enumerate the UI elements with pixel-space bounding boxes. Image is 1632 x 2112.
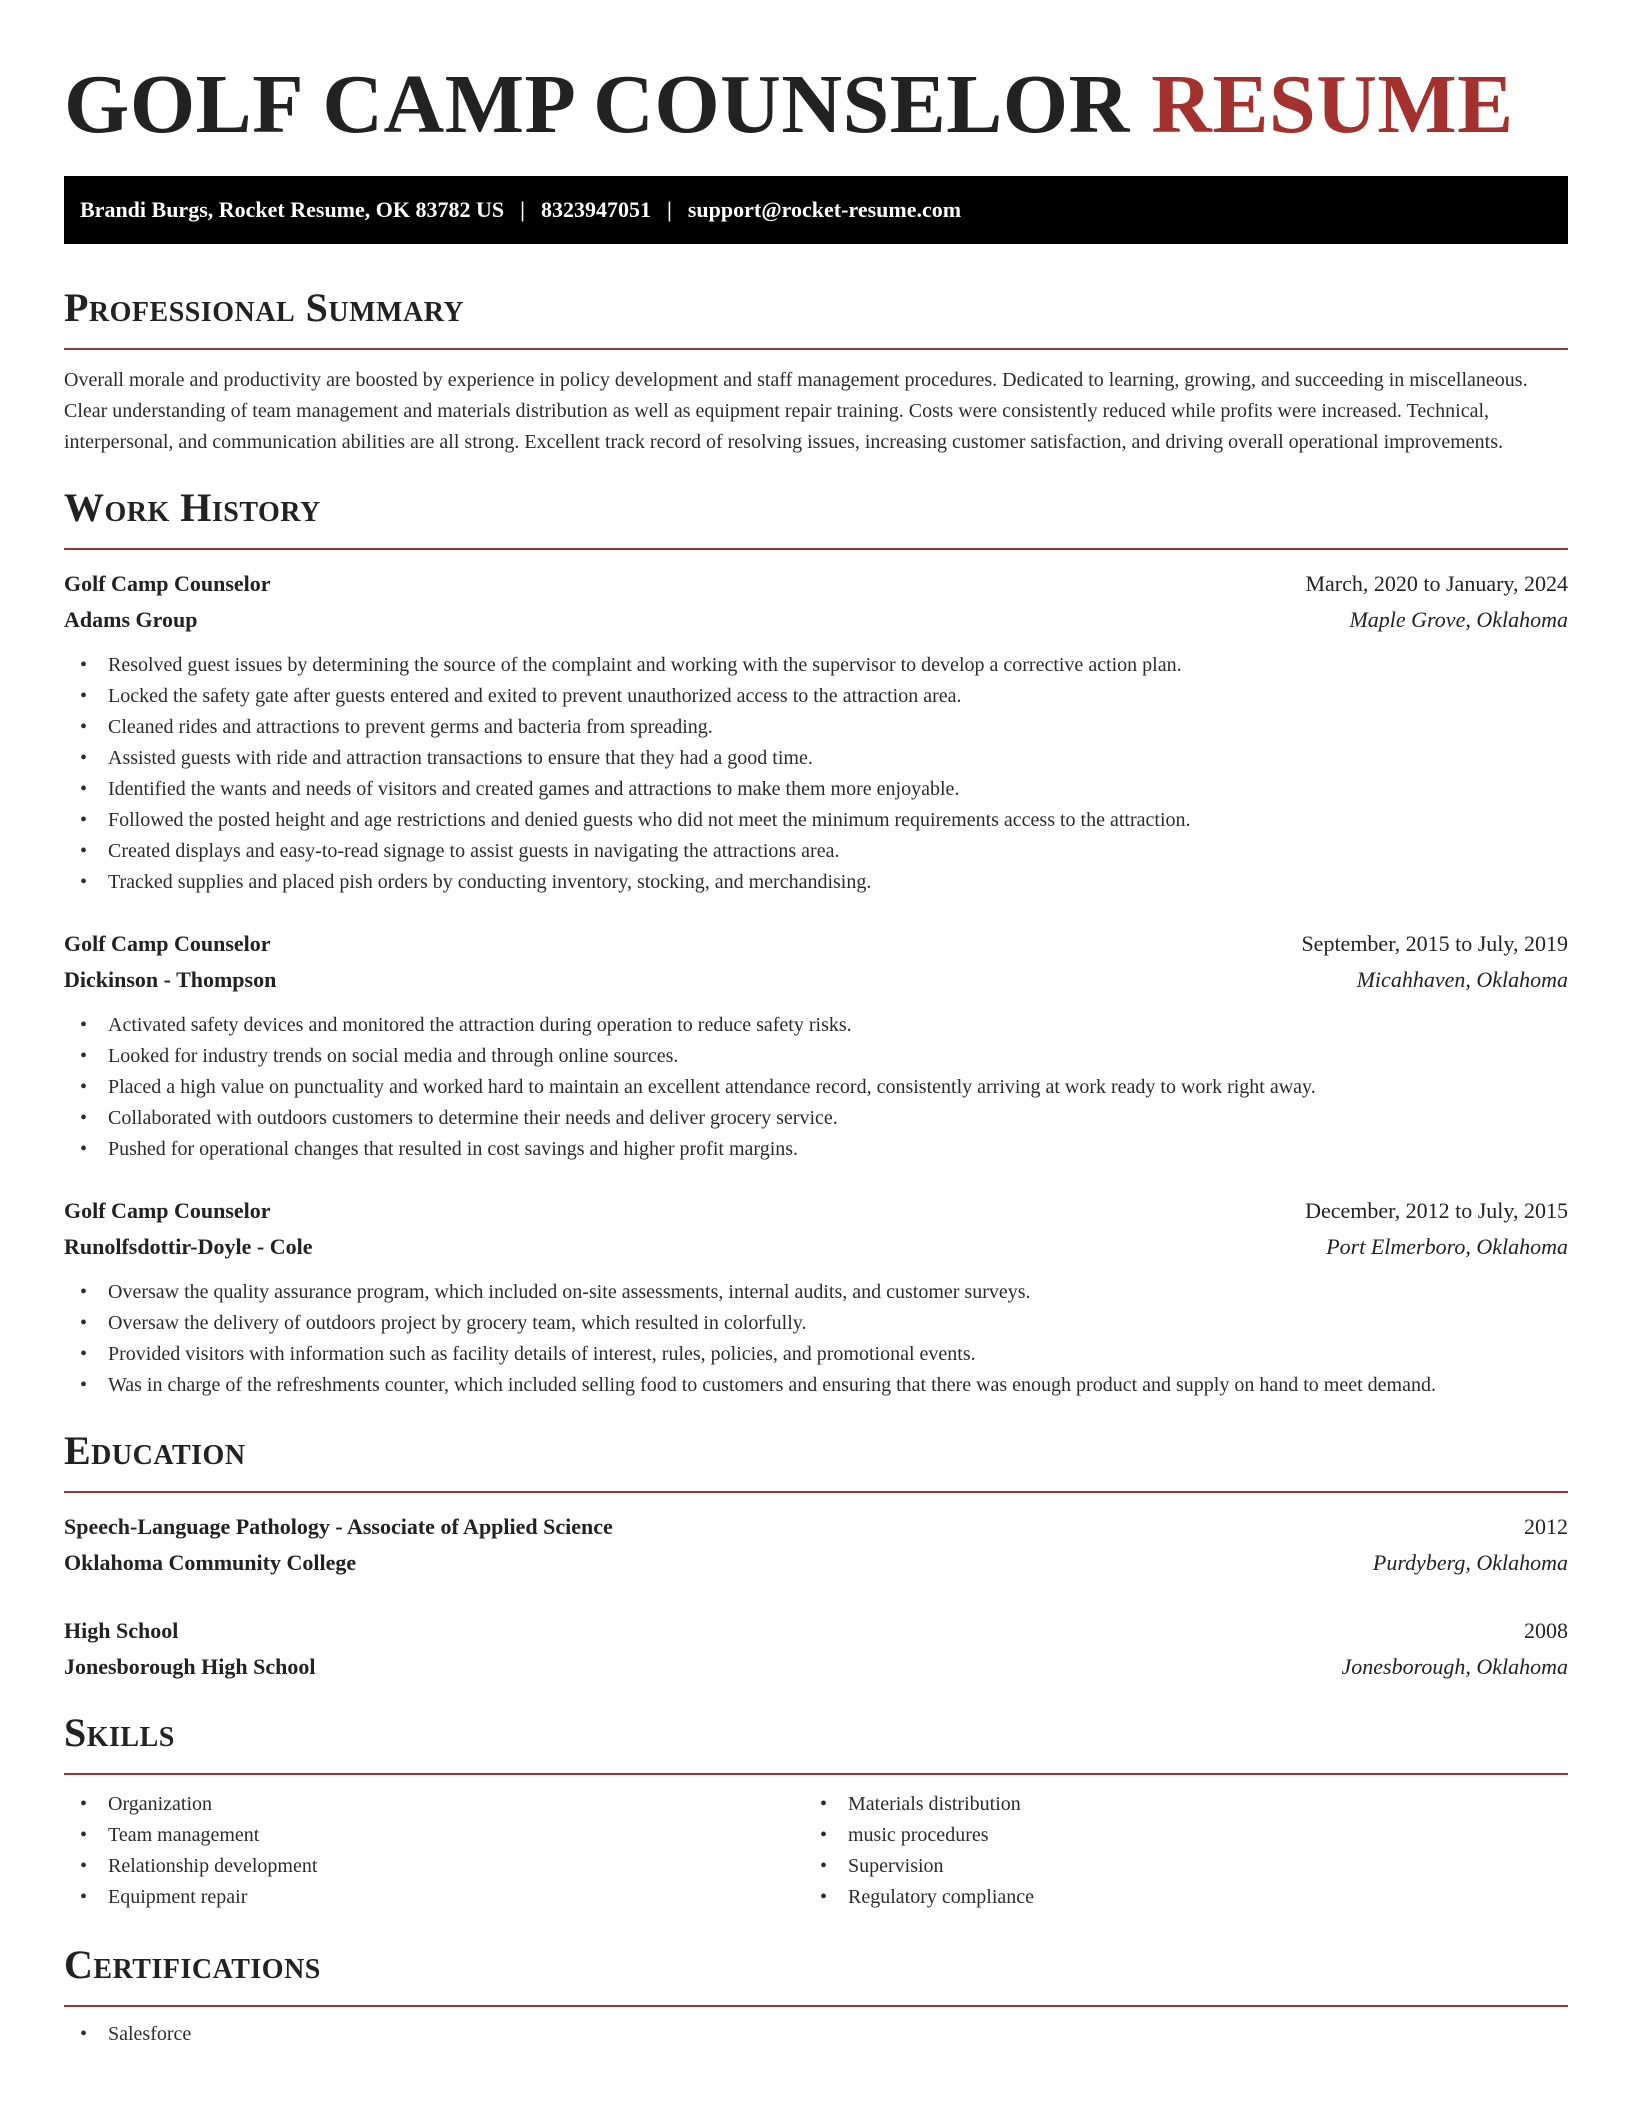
job-title: Golf Camp Counselor	[64, 1198, 271, 1223]
skill-item: • Materials distribution	[804, 1789, 1544, 1820]
skill-item: • Equipment repair	[64, 1882, 804, 1913]
degree-row	[64, 1613, 1568, 1649]
duty-item: • Collaborated with outdoors customers to determine their needs and deliver grocery service.	[64, 1103, 1568, 1134]
contact-phone: 8323947051	[540, 197, 651, 222]
job-title-row	[64, 566, 1568, 602]
certifications-list	[64, 2019, 1568, 2050]
duty-item: • Locked the safety gate after guests entered and exited to prevent unauthorized access to the attraction area.	[64, 681, 1568, 712]
skill-item: • Relationship development	[64, 1851, 804, 1882]
job-entry	[64, 566, 1568, 898]
job-duties	[64, 650, 1568, 898]
duty-item: • Followed the posted height and age restrictions and denied guests who did not meet the minimum requirements access to the attraction.	[64, 805, 1568, 836]
job-company: Adams Group	[64, 607, 198, 632]
duty-item: • Looked for industry trends on social media and through online sources.	[64, 1041, 1568, 1072]
title-main: GOLF CAMP COUNSELOR	[64, 58, 1130, 151]
degree-year: 2012	[1524, 1514, 1568, 1539]
title-accent: RESUME	[1151, 58, 1514, 151]
degree-year: 2008	[1524, 1618, 1568, 1643]
job-dates: September, 2015 to July, 2019	[1301, 931, 1568, 956]
skill-item: • Supervision	[804, 1851, 1544, 1882]
school-name: Oklahoma Community College	[64, 1550, 357, 1575]
job-duties	[64, 1010, 1568, 1165]
degree-row	[64, 1509, 1568, 1545]
education-heading: Education	[64, 1428, 246, 1473]
job-company-row	[64, 962, 1568, 998]
school-row	[64, 1545, 1568, 1581]
education-entry	[64, 1613, 1568, 1685]
resume-page	[64, 0, 1568, 2050]
duty-item: • Activated safety devices and monitored the attraction during operation to reduce safety risks.	[64, 1010, 1568, 1041]
school-location: Purdyberg, Oklahoma	[1372, 1550, 1568, 1575]
certifications-rule	[64, 2005, 1568, 2007]
job-dates: March, 2020 to January, 2024	[1305, 571, 1568, 596]
skills-column-right	[804, 1789, 1544, 1913]
contact-address: Brandi Burgs, Rocket Resume, OK 83782 US	[80, 197, 505, 222]
job-entry	[64, 926, 1568, 1165]
skills-grid	[64, 1789, 1568, 1913]
contact-separator: |	[666, 197, 672, 222]
degree-name: Speech-Language Pathology - Associate of Applied Science	[64, 1514, 613, 1539]
skill-item: • Organization	[64, 1789, 804, 1820]
duty-item: • Created displays and easy-to-read signage to assist guests in navigating the attractions area.	[64, 836, 1568, 867]
job-company: Runolfsdottir-Doyle - Cole	[64, 1234, 313, 1259]
job-title: Golf Camp Counselor	[64, 931, 271, 956]
skills-list	[804, 1789, 1544, 1913]
job-company-row	[64, 602, 1568, 638]
contact-bar	[64, 176, 1568, 244]
summary-text: Overall morale and productivity are boosted by experience in policy development and staff management procedures. Dedicated to learning, growing, and succeeding in miscellaneous. Clear understanding of team management and materials distribution as well as equipment repair training. Costs were consistently reduced while profits were increased. Technical, interpersonal, and communication abilities are all strong. Excellent track record of resolving issues, increasing customer satisfaction, and driving overall operational improvements.	[64, 369, 1528, 453]
duty-item: • Cleaned rides and attractions to prevent germs and bacteria from spreading.	[64, 712, 1568, 743]
education-rule	[64, 1491, 1568, 1493]
certifications-heading: Certifications	[64, 1942, 321, 1987]
contact-separator: |	[520, 197, 525, 222]
duty-item: • Pushed for operational changes that resulted in cost savings and higher profit margins.	[64, 1134, 1568, 1165]
school-row	[64, 1649, 1568, 1685]
job-duties	[64, 1277, 1568, 1401]
work-heading: Work History	[64, 485, 321, 530]
school-location: Jonesborough, Oklahoma	[1341, 1654, 1568, 1679]
certification-item: • Salesforce	[64, 2019, 1568, 2050]
job-company: Dickinson - Thompson	[64, 967, 277, 992]
duty-item: • Placed a high value on punctuality and worked hard to maintain an excellent attendance record, consistently arriving at work ready to work right away.	[64, 1072, 1568, 1103]
contact-email: support@rocket-resume.com	[687, 197, 962, 222]
summary-rule	[64, 348, 1568, 350]
summary-heading: Professional Summary	[64, 285, 465, 330]
skills-list	[64, 1789, 804, 1913]
education-entry	[64, 1509, 1568, 1581]
skill-item: • music procedures	[804, 1820, 1544, 1851]
degree-name: High School	[64, 1618, 179, 1643]
duty-item: • Tracked supplies and placed pish orders by conducting inventory, stocking, and merchandising.	[64, 867, 1568, 898]
duty-item: • Resolved guest issues by determining the source of the complaint and working with the supervisor to develop a corrective action plan.	[64, 650, 1568, 681]
duty-item: • Assisted guests with ride and attraction transactions to ensure that they had a good time.	[64, 743, 1568, 774]
job-title: Golf Camp Counselor	[64, 571, 271, 596]
skills-rule	[64, 1773, 1568, 1775]
job-company-row	[64, 1229, 1568, 1265]
resume-title	[64, 0, 1568, 156]
duty-item: • Oversaw the quality assurance program, which included on-site assessments, internal audits, and customer surveys.	[64, 1277, 1568, 1308]
duty-item: • Oversaw the delivery of outdoors project by grocery team, which resulted in colorfully.	[64, 1308, 1568, 1339]
skill-item: • Team management	[64, 1820, 804, 1851]
job-title-row	[64, 1193, 1568, 1229]
skill-item: • Regulatory compliance	[804, 1882, 1544, 1913]
job-title-row	[64, 926, 1568, 962]
school-name: Jonesborough High School	[64, 1654, 316, 1679]
skills-column-left	[64, 1789, 804, 1913]
duty-item: • Identified the wants and needs of visitors and created games and attractions to make them more enjoyable.	[64, 774, 1568, 805]
job-dates: December, 2012 to July, 2015	[1305, 1198, 1568, 1223]
duty-item: • Provided visitors with information such as facility details of interest, rules, policies, and promotional events.	[64, 1339, 1568, 1370]
job-location: Micahhaven, Oklahoma	[1356, 967, 1568, 992]
duty-item: • Was in charge of the refreshments counter, which included selling food to customers and ensuring that there was enough product and supply on hand to meet demand.	[64, 1370, 1568, 1401]
work-rule	[64, 548, 1568, 550]
skills-heading: Skills	[64, 1710, 175, 1755]
job-location: Maple Grove, Oklahoma	[1349, 607, 1568, 632]
job-location: Port Elmerboro, Oklahoma	[1326, 1234, 1568, 1259]
job-entry	[64, 1193, 1568, 1401]
